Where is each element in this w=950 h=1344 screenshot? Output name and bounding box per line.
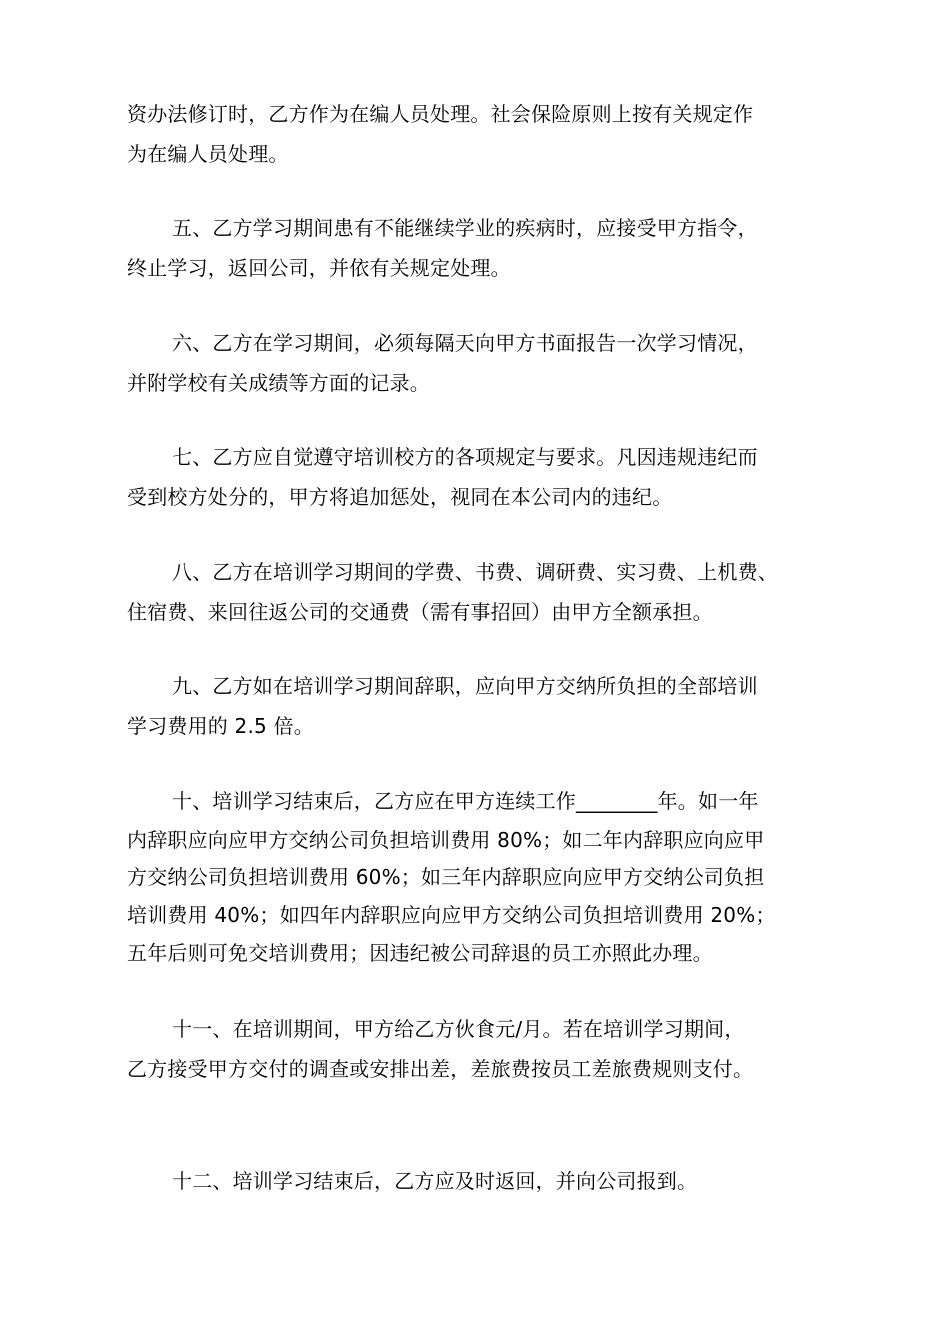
text-line: 十二、培训学习结束后，乙方应及时返回，并向公司报到。 xyxy=(172,1169,698,1193)
text-line: 为在编人员处理。 xyxy=(127,142,289,166)
text-line: 六、乙方在学习期间，必须每隔天向甲方书面报告一次学习情况， xyxy=(172,331,758,355)
text-line: 学习费用的 2.5 倍。 xyxy=(127,714,314,738)
text-line: 十、培训学习结束后，乙方应在甲方连续工作________年。如一年 xyxy=(172,789,759,813)
text-line: 乙方接受甲方交付的调查或安排出差，差旅费按员工差旅费规则支付。 xyxy=(127,1057,754,1081)
text-line: 住宿费、来回往返公司的交通费（需有事招回）由甲方全额承担。 xyxy=(127,600,713,624)
text-line: 五、乙方学习期间患有不能继续学业的疾病时，应接受甲方指令， xyxy=(172,216,758,240)
text-line: 终止学习，返回公司，并依有关规定处理。 xyxy=(127,256,511,280)
text-line: 八、乙方在培训学习期间的学费、书费、调研费、实习费、上机费、 xyxy=(172,560,778,584)
text-line: 培训费用 40%；如四年内辞职应向应甲方交纳公司负担培训费用 20%； xyxy=(127,903,776,927)
text-line: 内辞职应向应甲方交纳公司负担培训费用 80%；如二年内辞职应向应甲 xyxy=(127,828,765,852)
text-line: 五年后则可免交培训费用；因违纪被公司辞退的员工亦照此办理。 xyxy=(127,941,713,965)
text-line: 七、乙方应自觉遵守培训校方的各项规定与要求。凡因违规违纪而 xyxy=(172,445,758,469)
text-line: 方交纳公司负担培训费用 60%；如三年内辞职应向应甲方交纳公司负担 xyxy=(127,865,765,889)
text-line: 资办法修订时，乙方作为在编人员处理。社会保险原则上按有关规定作 xyxy=(127,102,754,126)
text-line: 受到校方处分的，甲方将追加惩处，视同在本公司内的违纪。 xyxy=(127,485,673,509)
text-line: 并附学校有关成绩等方面的记录。 xyxy=(127,371,430,395)
text-line: 九、乙方如在培训学习期间辞职，应向甲方交纳所负担的全部培训 xyxy=(172,674,758,698)
text-line: 十一、在培训期间，甲方给乙方伙食元/月。若在培训学习期间， xyxy=(172,1017,745,1041)
